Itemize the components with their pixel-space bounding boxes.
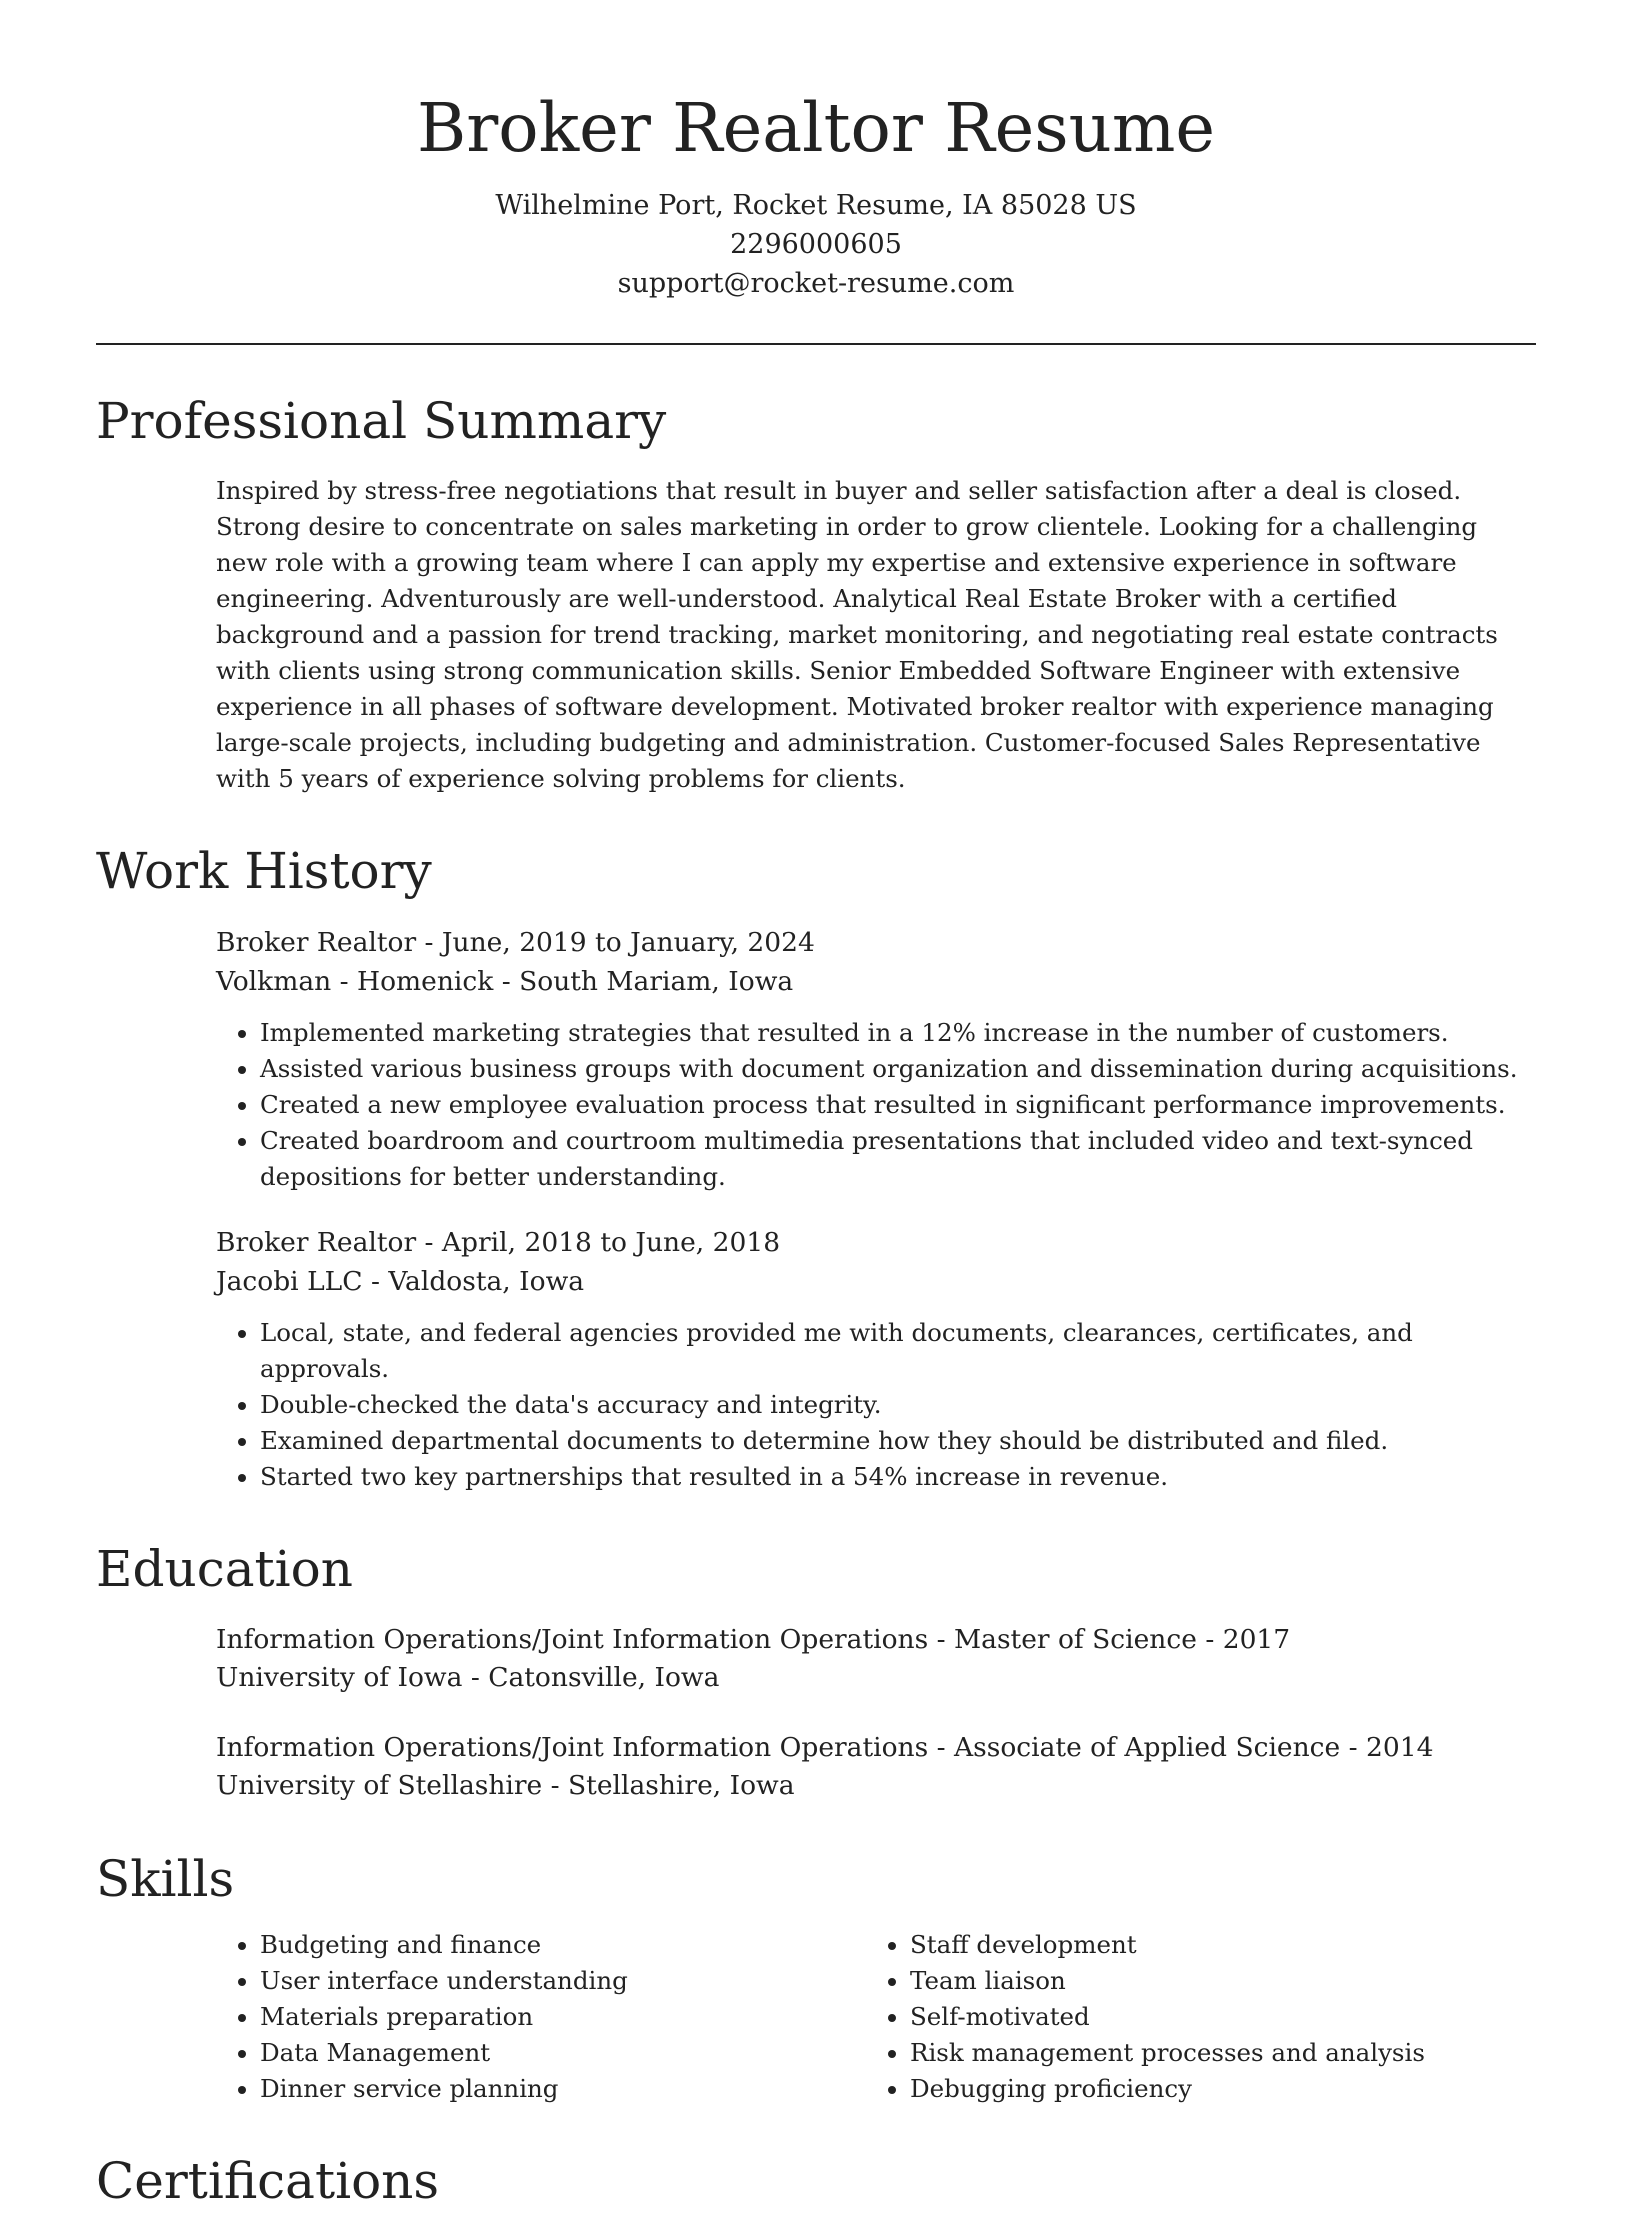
list-item: • Created a new employee evaluation process that resulted in significant performance improvements. [260, 1087, 1536, 1123]
list-item: • Dinner service planning [260, 2071, 866, 2107]
list-item: • Created boardroom and courtroom multimedia presentations that included video and text-synced depositions for better understanding. [260, 1123, 1536, 1195]
job-role-dates: Broker Realtor - April, 2018 to June, 2018 [216, 1227, 781, 1258]
list-item: • Local, state, and federal agencies provided me with documents, clearances, certificates, and approvals. [260, 1315, 1536, 1387]
summary-text: Inspired by stress-free negotiations that result in buyer and seller satisfaction after a deal is closed. Strong desire to concentrate on sales marketing in order to grow clientele. Looking for a challenging new role with a growing team where I can apply my expertise and extensive experience in software engineering. Adventurously are well-understood. Analytical Real Estate Broker with a certified background and a passion for trend tracking, market monitoring, and negotiating real estate contracts with clients using strong communication skills. Senior Embedded Software Engineer with extensive experience in all phases of software development. Motivated broker realtor with experience managing large-scale projects, including budgeting and administration. Customer-focused Sales Representative with 5 years of experience solving problems for clients. [216, 476, 1498, 793]
education-school: University of Iowa - Catonsville, Iowa [216, 1662, 720, 1693]
education-entry [216, 1729, 1536, 1805]
skills-column-right [866, 1927, 1516, 2107]
education-section [96, 1535, 1536, 1805]
education-heading: Education [96, 1540, 353, 1598]
resume-header [96, 0, 1536, 303]
summary-section [96, 387, 1536, 797]
list-item: • Team liaison [910, 1963, 1516, 1999]
skills-list [866, 1927, 1516, 2107]
address: Wilhelmine Port, Rocket Resume, IA 85028 US [495, 190, 1137, 221]
list-item: • Data Management [260, 2035, 866, 2071]
email-address: support@rocket-resume.com [617, 268, 1015, 299]
job-bullets [216, 1315, 1536, 1495]
list-item: • Assisted various business groups with document organization and dissemination during acquisitions. [260, 1051, 1536, 1087]
education-degree: Information Operations/Joint Information Operations - Master of Science - 2017 [216, 1624, 1291, 1655]
skills-grid [216, 1927, 1536, 2107]
skills-heading: Skills [96, 1850, 235, 1908]
work-history-heading: Work History [96, 842, 432, 900]
summary-heading: Professional Summary [96, 392, 667, 450]
job-role-dates: Broker Realtor - June, 2019 to January, 2024 [216, 927, 815, 958]
work-history-section [96, 837, 1536, 1495]
job-entry [216, 1223, 1536, 1495]
list-item: • Self-motivated [910, 1999, 1516, 2035]
list-item: • Materials preparation [260, 1999, 866, 2035]
skills-section [96, 1845, 1536, 2107]
education-school: University of Stellashire - Stellashire, Iowa [216, 1770, 795, 1801]
certifications-heading: Certifications [96, 2152, 440, 2210]
phone-number: 2296000605 [730, 229, 902, 260]
job-company-location: Jacobi LLC - Valdosta, Iowa [216, 1266, 585, 1297]
list-item: • Risk management processes and analysis [910, 2035, 1516, 2071]
list-item: • Double-checked the data's accuracy and integrity. [260, 1387, 1536, 1423]
education-degree: Information Operations/Joint Information Operations - Associate of Applied Science - 2014 [216, 1732, 1434, 1763]
list-item: • Started two key partnerships that resulted in a 54% increase in revenue. [260, 1459, 1536, 1495]
education-entry [216, 1621, 1536, 1697]
list-item: • Staff development [910, 1927, 1516, 1963]
header-divider [96, 343, 1536, 345]
list-item: • Budgeting and finance [260, 1927, 866, 1963]
contact-block [96, 186, 1536, 303]
resume-title: Broker Realtor Resume [416, 89, 1216, 167]
job-entry [216, 923, 1536, 1195]
list-item: • Debugging proficiency [910, 2071, 1516, 2107]
certifications-section [96, 2147, 1536, 2215]
list-item: • Examined departmental documents to determine how they should be distributed and filed. [260, 1423, 1536, 1459]
list-item: • User interface understanding [260, 1963, 866, 1999]
job-bullets [216, 1015, 1536, 1195]
job-company-location: Volkman - Homenick - South Mariam, Iowa [216, 966, 794, 997]
list-item: • Implemented marketing strategies that resulted in a 12% increase in the number of customers. [260, 1015, 1536, 1051]
skills-column-left [216, 1927, 866, 2107]
skills-list [216, 1927, 866, 2107]
